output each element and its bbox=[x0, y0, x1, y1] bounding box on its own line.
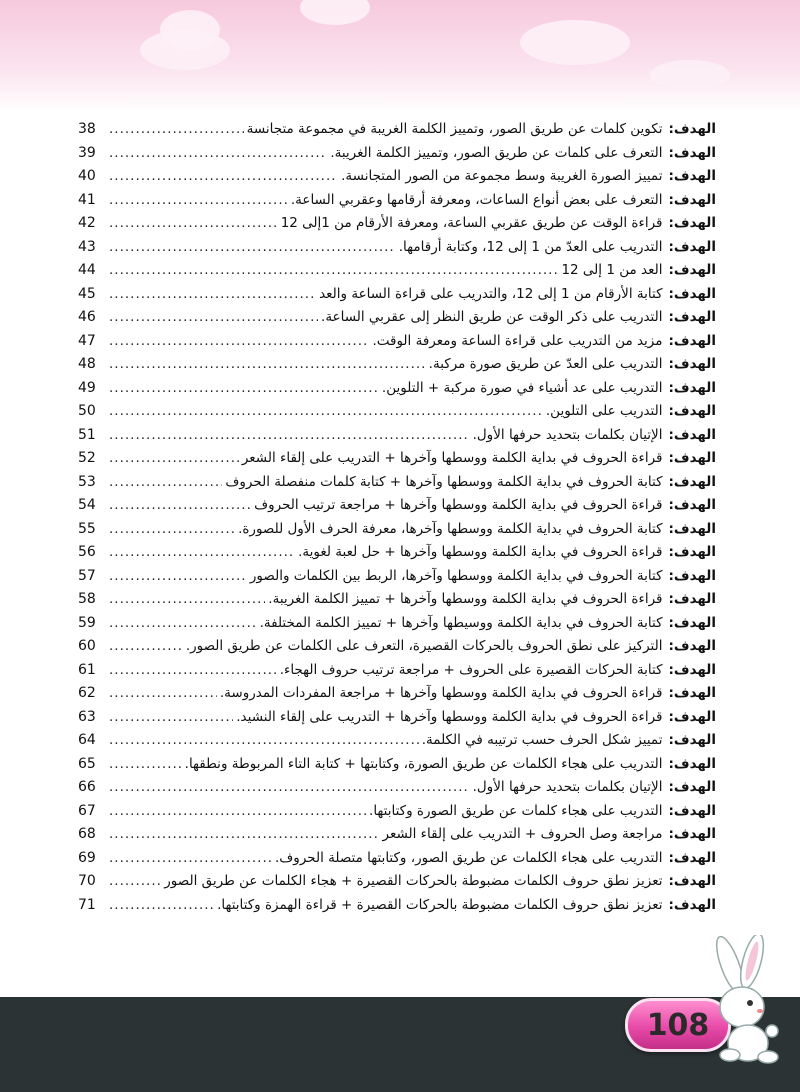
page-ref: 55 bbox=[78, 520, 96, 537]
dot-leader bbox=[109, 800, 366, 824]
toc-entry bbox=[78, 306, 716, 330]
dot-leader bbox=[109, 565, 247, 589]
goal-text: قراءة الحروف في بداية الكلمة ووسطها وآخرها + تمييز الكلمة الغريبة. bbox=[268, 591, 663, 607]
goal-label: الهدف: bbox=[668, 144, 716, 161]
toc-entry bbox=[78, 541, 716, 565]
goal-text: قراءة الحروف في بداية الكلمة ووسطها وآخرها + التدريب على إلقاء الشعر bbox=[241, 450, 663, 466]
goal-text: قراءة الحروف في بداية الكلمة ووسطها وآخرها + مراجعة ترتيب الحروف bbox=[254, 497, 663, 513]
toc-entry bbox=[78, 870, 716, 894]
toc-entry bbox=[78, 729, 716, 753]
page-ref: 53 bbox=[78, 473, 96, 490]
dot-leader bbox=[109, 471, 222, 495]
dot-leader bbox=[109, 353, 426, 377]
goal-text: التدريب على هجاء الكلمات عن طريق الصور، وكتابتها متصلة الحروف. bbox=[275, 849, 663, 866]
toc-entry bbox=[78, 659, 716, 683]
goal-label: الهدف: bbox=[668, 356, 716, 372]
cloud-decoration bbox=[160, 10, 220, 50]
dot-leader bbox=[109, 330, 369, 354]
goal-label: الهدف: bbox=[668, 638, 716, 654]
page-ref: 59 bbox=[78, 614, 96, 631]
goal-text: كتابة الحروف في بداية الكلمة ووسطها وآخرها، الربط بين الكلمات والصور bbox=[249, 567, 663, 584]
goal-label: الهدف: bbox=[668, 309, 716, 325]
toc-entry bbox=[78, 823, 716, 847]
page-ref: 65 bbox=[78, 755, 96, 772]
page-ref: 58 bbox=[78, 591, 96, 607]
goal-label: الهدف: bbox=[668, 332, 716, 349]
page-ref: 41 bbox=[78, 191, 96, 208]
page-ref: 61 bbox=[78, 661, 96, 678]
page-ref: 40 bbox=[78, 168, 96, 184]
goal-label: الهدف: bbox=[668, 849, 716, 866]
dot-leader bbox=[109, 400, 543, 424]
goal-label: الهدف: bbox=[668, 614, 716, 631]
dot-leader bbox=[109, 753, 182, 777]
toc-entry bbox=[78, 588, 716, 612]
goal-label: الهدف: bbox=[668, 708, 716, 725]
dot-leader bbox=[109, 447, 239, 471]
toc-entry bbox=[78, 635, 716, 659]
goal-text: كتابة الحركات القصيرة على الحروف + مراجعة ترتيب حروف الهجاء. bbox=[279, 661, 663, 678]
goal-text: الإتيان بكلمات بتحديد حرفها الأول. bbox=[472, 426, 663, 443]
goal-text: تعزيز نطق حروف الكلمات مضبوطة بالحركات القصيرة + هجاء الكلمات عن طريق الصور bbox=[164, 873, 663, 889]
goal-text: التركيز على نطق الحروف بالحركات القصيرة، التعرف على الكلمات عن طريق الصور. bbox=[185, 638, 663, 654]
page-ref: 66 bbox=[78, 779, 96, 795]
goal-text: التدريب على العدّ عن طريق صورة مركبة. bbox=[428, 356, 663, 372]
dot-leader bbox=[109, 165, 338, 189]
goal-label: الهدف: bbox=[668, 403, 716, 419]
dot-leader bbox=[109, 377, 379, 401]
toc-entry bbox=[78, 565, 716, 589]
toc-entry bbox=[78, 424, 716, 448]
dot-leader bbox=[109, 259, 558, 283]
toc-entry bbox=[78, 353, 716, 377]
goal-label: الهدف: bbox=[668, 873, 716, 889]
page-ref: 70 bbox=[78, 873, 96, 889]
goal-text: التدريب على هجاء الكلمات عن طريق الصورة، وكتابتها + كتابة التاء المربوطة ونطقها. bbox=[184, 755, 663, 772]
dot-leader bbox=[109, 306, 318, 330]
toc-entry bbox=[78, 377, 716, 401]
goal-label: الهدف: bbox=[668, 826, 716, 842]
page-ref: 45 bbox=[78, 285, 96, 302]
dot-leader bbox=[109, 283, 316, 307]
toc-entry bbox=[78, 165, 716, 189]
goal-text: قراءة الوقت عن طريق عقربي الساعة، ومعرفة الأرقام من 1إلى 12 bbox=[280, 215, 663, 231]
page-ref: 67 bbox=[78, 802, 96, 819]
dot-leader bbox=[109, 588, 265, 612]
toc-entry bbox=[78, 706, 716, 730]
toc-entry bbox=[78, 212, 716, 236]
goal-label: الهدف: bbox=[668, 544, 716, 560]
goal-label: الهدف: bbox=[668, 567, 716, 584]
page-ref: 54 bbox=[78, 497, 96, 513]
page-ref: 52 bbox=[78, 450, 96, 466]
page-ref: 42 bbox=[78, 215, 96, 231]
goal-text: الإتيان بكلمات بتحديد حرفها الأول. bbox=[472, 779, 663, 795]
dot-leader bbox=[109, 212, 278, 236]
dot-leader bbox=[109, 776, 470, 800]
goal-text: كتابة الحروف في بداية الكلمة ووسيطها وآخرها + تمييز الكلمة المختلفة. bbox=[259, 614, 663, 631]
page-ref: 46 bbox=[78, 309, 96, 325]
dot-leader bbox=[109, 118, 244, 142]
page-ref: 63 bbox=[78, 708, 96, 725]
goal-text: التعرف على بعض أنواع الساعات، ومعرفة أرقامها وعقربي الساعة. bbox=[290, 191, 663, 208]
dot-leader bbox=[109, 682, 217, 706]
goal-label: الهدف: bbox=[668, 121, 716, 137]
goal-text: التدريب على هجاء كلمات عن طريق الصورة وكتابتها. bbox=[369, 802, 663, 819]
toc-entry bbox=[78, 776, 716, 800]
goal-text: قراءة الحروف في بداية الكلمة ووسطها وآخرها + مراجعة المفردات المدروسة. bbox=[219, 685, 663, 701]
toc-entry bbox=[78, 682, 716, 706]
goal-label: الهدف: bbox=[668, 379, 716, 396]
toc-entry bbox=[78, 400, 716, 424]
page-ref: 57 bbox=[78, 567, 96, 584]
toc-entry bbox=[78, 753, 716, 777]
toc-entry bbox=[78, 118, 716, 142]
goal-label: الهدف: bbox=[668, 262, 716, 278]
page-ref: 56 bbox=[78, 544, 96, 560]
goal-label: الهدف: bbox=[668, 520, 716, 537]
goal-label: الهدف: bbox=[668, 755, 716, 772]
toc-entry bbox=[78, 800, 716, 824]
goal-text: التدريب على التلوين. bbox=[545, 403, 663, 419]
toc-entry bbox=[78, 894, 716, 918]
toc-entry bbox=[78, 259, 716, 283]
goal-label: الهدف: bbox=[668, 285, 716, 302]
page-ref: 47 bbox=[78, 332, 96, 349]
goal-label: الهدف: bbox=[668, 497, 716, 513]
page-ref: 51 bbox=[78, 426, 96, 443]
goal-text: التعرف على كلمات عن طريق الصور، وتمييز الكلمة الغريبة. bbox=[330, 144, 663, 161]
dot-leader bbox=[109, 894, 214, 918]
goal-text: التدريب على ذكر الوقت عن طريق النظر إلى عقربي الساعة. bbox=[321, 309, 663, 325]
page-ref: 60 bbox=[78, 638, 96, 654]
goal-label: الهدف: bbox=[668, 802, 716, 819]
goal-text: كتابة الحروف في بداية الكلمة ووسطها وآخرها، معرفة الحرف الأول للصورة. bbox=[238, 520, 663, 537]
dot-leader bbox=[109, 729, 419, 753]
dot-leader bbox=[109, 659, 277, 683]
toc-entry bbox=[78, 447, 716, 471]
goal-text: التدريب على العدّ من 1 إلى 12، وكتابة أرقامها. bbox=[398, 238, 663, 255]
dot-leader bbox=[109, 706, 233, 730]
header-band bbox=[0, 0, 800, 112]
dot-leader bbox=[109, 612, 257, 636]
toc-entry bbox=[78, 330, 716, 354]
goal-text: كتابة الأرقام من 1 إلى 12، والتدريب على قراءة الساعة والعد bbox=[319, 285, 663, 302]
dot-leader bbox=[109, 823, 380, 847]
table-of-contents bbox=[78, 118, 716, 917]
goal-text: تكوين كلمات عن طريق الصور، وتمييز الكلمة الغريبة في مجموعة متجانسة bbox=[246, 121, 663, 137]
dot-leader bbox=[109, 847, 272, 871]
goal-label: الهدف: bbox=[668, 473, 716, 490]
page-ref: 68 bbox=[78, 826, 96, 842]
dot-leader bbox=[109, 236, 396, 260]
dot-leader bbox=[109, 541, 295, 565]
toc-entry bbox=[78, 236, 716, 260]
dot-leader bbox=[109, 635, 183, 659]
toc-entry bbox=[78, 142, 716, 166]
page-ref: 39 bbox=[78, 144, 96, 161]
dot-leader bbox=[109, 189, 288, 213]
page-ref: 43 bbox=[78, 238, 96, 255]
toc-entry bbox=[78, 189, 716, 213]
page-ref: 62 bbox=[78, 685, 96, 701]
toc-entry bbox=[78, 494, 716, 518]
toc-entry bbox=[78, 283, 716, 307]
goal-label: الهدف: bbox=[668, 732, 716, 748]
goal-label: الهدف: bbox=[668, 896, 716, 913]
goal-label: الهدف: bbox=[668, 661, 716, 678]
page-ref: 48 bbox=[78, 356, 96, 372]
goal-text: قراءة الحروف في بداية الكلمة ووسطها وآخرها + حل لعبة لغوية. bbox=[298, 544, 663, 560]
goal-label: الهدف: bbox=[668, 685, 716, 701]
page-number: 108 bbox=[646, 1007, 710, 1043]
goal-text: مراجعة وصل الحروف + التدريب على إلقاء الشعر bbox=[382, 826, 663, 842]
goal-label: الهدف: bbox=[668, 215, 716, 231]
cloud-decoration bbox=[300, 0, 370, 25]
goal-label: الهدف: bbox=[668, 168, 716, 184]
goal-label: الهدف: bbox=[668, 779, 716, 795]
toc-entry bbox=[78, 518, 716, 542]
goal-label: الهدف: bbox=[668, 426, 716, 443]
goal-text: مزيد من التدريب على قراءة الساعة ومعرفة الوقت. bbox=[372, 332, 663, 349]
goal-label: الهدف: bbox=[668, 591, 716, 607]
toc-entry bbox=[78, 847, 716, 871]
toc-entry bbox=[78, 612, 716, 636]
goal-label: الهدف: bbox=[668, 450, 716, 466]
goal-label: الهدف: bbox=[668, 191, 716, 208]
page-ref: 50 bbox=[78, 403, 96, 419]
page-ref: 38 bbox=[78, 121, 96, 137]
goal-text: العد من 1 إلى 12 bbox=[561, 262, 663, 278]
rabbit-mascot-icon bbox=[700, 935, 795, 1065]
toc-entry bbox=[78, 471, 716, 495]
cloud-decoration bbox=[650, 60, 730, 90]
goal-text: تمييز شكل الحرف حسب ترتيبه في الكلمة. bbox=[421, 732, 663, 748]
dot-leader bbox=[109, 518, 235, 542]
page-ref: 49 bbox=[78, 379, 96, 396]
page-ref: 71 bbox=[78, 896, 96, 913]
page-ref: 64 bbox=[78, 732, 96, 748]
goal-text: تمييز الصورة الغريبة وسط مجموعة من الصور المتجانسة. bbox=[341, 168, 663, 184]
cloud-decoration bbox=[520, 20, 630, 65]
goal-text: كتابة الحروف في بداية الكلمة ووسطها وآخرها + كتابة كلمات منفصلة الحروف bbox=[225, 473, 663, 490]
dot-leader bbox=[109, 870, 161, 894]
goal-text: تعزيز نطق حروف الكلمات مضبوطة بالحركات القصيرة + قراءة الهمزة وكتابتها. bbox=[217, 896, 663, 913]
dot-leader bbox=[109, 494, 251, 518]
goal-text: التدريب على عد أشياء في صورة مركبة + التلوين. bbox=[381, 379, 663, 396]
dot-leader bbox=[109, 142, 327, 166]
page-ref: 44 bbox=[78, 262, 96, 278]
goal-text: قراءة الحروف في بداية الكلمة ووسطها وآخرها + التدريب على إلقاء النشيد. bbox=[236, 708, 663, 725]
page-ref: 69 bbox=[78, 849, 96, 866]
dot-leader bbox=[109, 424, 470, 448]
goal-label: الهدف: bbox=[668, 238, 716, 255]
